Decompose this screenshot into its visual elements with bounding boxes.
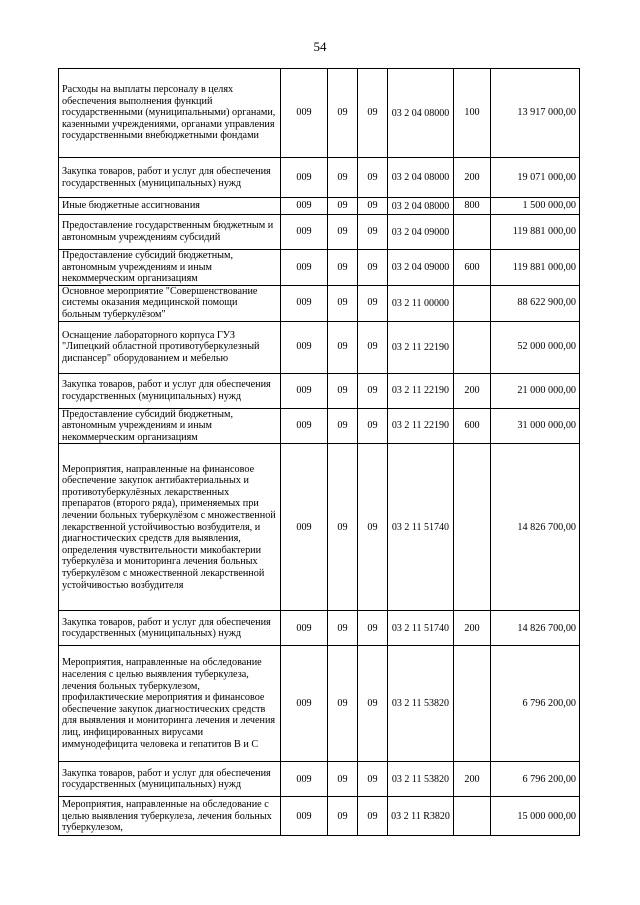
row-amount: 6 796 200,00 [491,762,580,797]
row-section-code: 09 [328,215,358,250]
row-name: Предоставление субсидий бюджетным, автономным учреждениям и иным некоммерческим организациям [59,408,281,444]
row-subsection-code: 09 [358,646,388,762]
row-grbs-code: 009 [281,408,328,444]
row-expense-type-code: 800 [454,198,491,215]
row-subsection-code: 09 [358,69,388,158]
row-amount: 52 000 000,00 [491,321,580,373]
row-grbs-code: 009 [281,198,328,215]
table-row [59,444,580,611]
row-subsection-code: 09 [358,408,388,444]
row-subsection-code: 09 [358,285,388,321]
page-number: 54 [313,39,327,54]
row-name: Расходы на выплаты персоналу в целях обеспечения выполнения функций государственными (муниципальными) органами, казенными учреждениями, органами управления государственными внебюджетными фондами [59,69,281,158]
row-target-article-code: 03 2 11 53820 [388,762,454,797]
row-expense-type-code [454,215,491,250]
table-row [59,797,580,836]
row-amount: 14 826 700,00 [491,611,580,646]
row-section-code: 09 [328,285,358,321]
row-grbs-code: 009 [281,611,328,646]
table-row [59,408,580,444]
row-section-code: 09 [328,611,358,646]
row-amount: 19 071 000,00 [491,158,580,198]
row-section-code: 09 [328,408,358,444]
table-row [59,646,580,762]
row-subsection-code: 09 [358,373,388,408]
row-subsection-code: 09 [358,797,388,836]
row-name: Закупка товаров, работ и услуг для обеспечения государственных (муниципальных) нужд [59,762,281,797]
row-target-article-code: 03 2 11 R3820 [388,797,454,836]
row-expense-type-code: 100 [454,69,491,158]
row-expense-type-code: 200 [454,158,491,198]
row-name: Мероприятия, направленные на финансовое обеспечение закупок антибактериальных и противотуберкулёзных лекарственных препаратов (второго ряда), применяемых при лечении больных туберкулёзом с множественной лекарственной устойчивостью возбудителя, и диагностических средств для выявления, определения чувствительности микобактерии туберкулёза и мониторинга лечения больных туберкулёзом с множественной лекарственной устойчивостью возбудителя [59,444,281,611]
row-amount: 21 000 000,00 [491,373,580,408]
row-target-article-code: 03 2 04 08000 [388,158,454,198]
table-row [59,198,580,215]
row-target-article-code: 03 2 04 09000 [388,250,454,286]
row-section-code: 09 [328,321,358,373]
row-expense-type-code [454,285,491,321]
row-amount: 15 000 000,00 [491,797,580,836]
table-row [59,285,580,321]
row-name: Основное мероприятие "Совершенствование системы оказания медицинской помощи больным туберкулёзом" [59,285,281,321]
row-target-article-code: 03 2 04 09000 [388,215,454,250]
row-section-code: 09 [328,762,358,797]
row-section-code: 09 [328,373,358,408]
row-expense-type-code [454,444,491,611]
row-section-code: 09 [328,158,358,198]
row-section-code: 09 [328,646,358,762]
row-subsection-code: 09 [358,611,388,646]
row-grbs-code: 009 [281,646,328,762]
row-expense-type-code: 600 [454,408,491,444]
table-row [59,373,580,408]
row-amount: 119 881 000,00 [491,250,580,286]
row-subsection-code: 09 [358,444,388,611]
row-name: Оснащение лабораторного корпуса ГУЗ "Липецкий областной противотуберкулезный диспансер" оборудованием и мебелью [59,321,281,373]
row-grbs-code: 009 [281,250,328,286]
row-name: Предоставление государственным бюджетным и автономным учреждениям субсидий [59,215,281,250]
row-amount: 88 622 900,00 [491,285,580,321]
row-amount: 31 000 000,00 [491,408,580,444]
row-name: Закупка товаров, работ и услуг для обеспечения государственных (муниципальных) нужд [59,611,281,646]
row-target-article-code: 03 2 04 08000 [388,69,454,158]
row-target-article-code: 03 2 11 51740 [388,611,454,646]
budget-table-body [59,69,580,836]
table-row [59,158,580,198]
row-section-code: 09 [328,250,358,286]
row-name: Закупка товаров, работ и услуг для обеспечения государственных (муниципальных) нужд [59,373,281,408]
row-target-article-code: 03 2 04 08000 [388,198,454,215]
row-subsection-code: 09 [358,250,388,286]
row-target-article-code: 03 2 11 22190 [388,408,454,444]
row-expense-type-code: 200 [454,611,491,646]
row-name: Мероприятия, направленные на обследование с целью выявления туберкулеза, лечения больных туберкулезом, [59,797,281,836]
row-expense-type-code [454,797,491,836]
row-expense-type-code: 200 [454,762,491,797]
table-row [59,215,580,250]
row-amount: 6 796 200,00 [491,646,580,762]
table-row [59,762,580,797]
row-subsection-code: 09 [358,215,388,250]
row-grbs-code: 009 [281,69,328,158]
row-grbs-code: 009 [281,158,328,198]
row-subsection-code: 09 [358,158,388,198]
table-row [59,250,580,286]
table-row [59,321,580,373]
row-expense-type-code: 600 [454,250,491,286]
row-section-code: 09 [328,69,358,158]
row-amount: 119 881 000,00 [491,215,580,250]
row-grbs-code: 009 [281,762,328,797]
row-target-article-code: 03 2 11 22190 [388,321,454,373]
row-target-article-code: 03 2 11 53820 [388,646,454,762]
row-expense-type-code [454,321,491,373]
row-name: Предоставление субсидий бюджетным, автономным учреждениям и иным некоммерческим организациям [59,250,281,286]
row-amount: 1 500 000,00 [491,198,580,215]
row-name: Закупка товаров, работ и услуг для обеспечения государственных (муниципальных) нужд [59,158,281,198]
row-name: Мероприятия, направленные на обследование населения с целью выявления туберкулеза, лечения больных туберкулезом, профилактические мероприятия и финансовое обеспечение закупок диагностических средств для выявления и мониторинга лечения и лечения лиц, инфицированных вирусами иммунодефицита человека и гепатитов В и С [59,646,281,762]
row-grbs-code: 009 [281,373,328,408]
row-expense-type-code: 200 [454,373,491,408]
row-amount: 14 826 700,00 [491,444,580,611]
row-target-article-code: 03 2 11 51740 [388,444,454,611]
row-target-article-code: 03 2 11 22190 [388,373,454,408]
budget-table [58,68,580,836]
row-section-code: 09 [328,198,358,215]
row-grbs-code: 009 [281,285,328,321]
table-row [59,69,580,158]
row-section-code: 09 [328,444,358,611]
row-grbs-code: 009 [281,444,328,611]
row-grbs-code: 009 [281,215,328,250]
row-target-article-code: 03 2 11 00000 [388,285,454,321]
row-expense-type-code [454,646,491,762]
row-grbs-code: 009 [281,797,328,836]
table-row [59,611,580,646]
row-subsection-code: 09 [358,321,388,373]
row-section-code: 09 [328,797,358,836]
row-amount: 13 917 000,00 [491,69,580,158]
row-name: Иные бюджетные ассигнования [59,198,281,215]
row-subsection-code: 09 [358,762,388,797]
row-grbs-code: 009 [281,321,328,373]
row-subsection-code: 09 [358,198,388,215]
